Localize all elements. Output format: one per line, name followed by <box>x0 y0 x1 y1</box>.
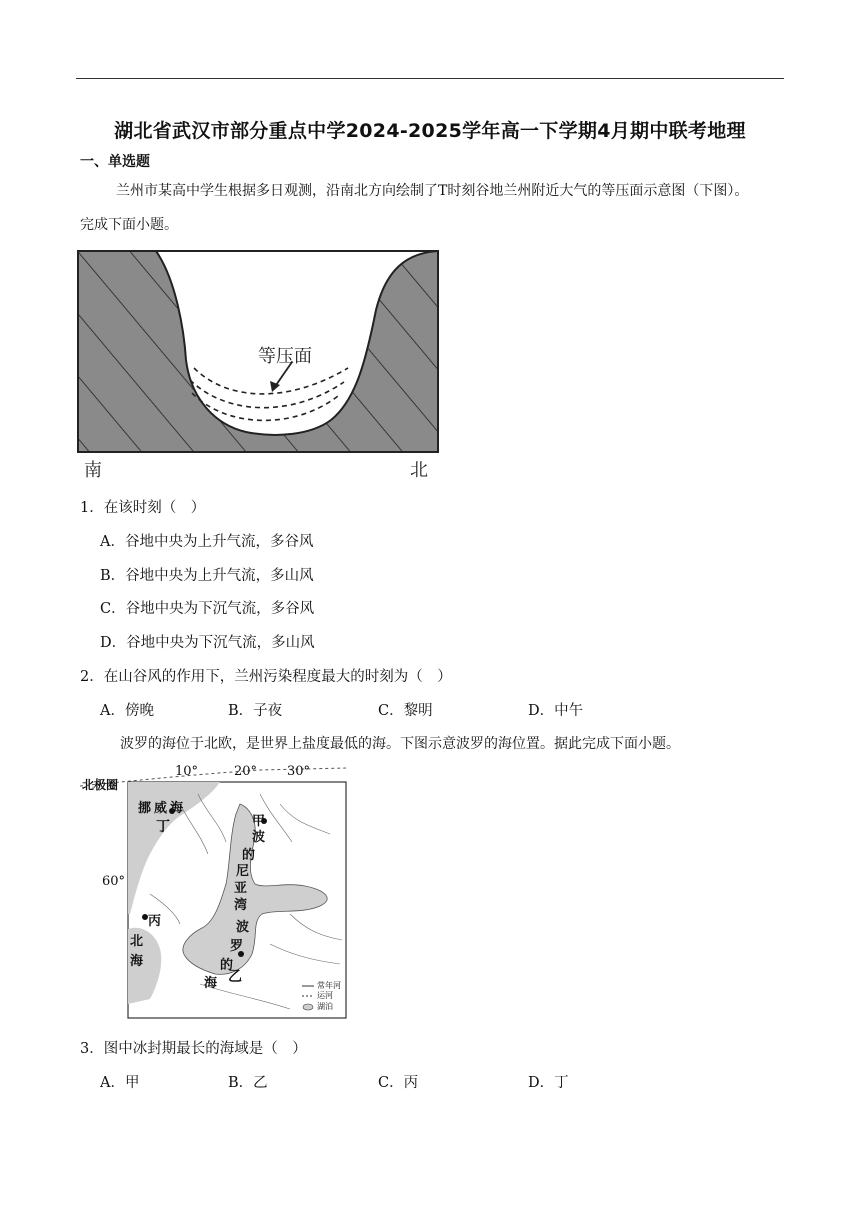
lat-60-label: 60° <box>102 874 126 889</box>
baltic-char-2: 罗 <box>230 939 244 954</box>
baltic-char-3: 的 <box>220 958 234 973</box>
q1-option-a: A．谷地中央为上升气流，多谷风 <box>100 534 314 550</box>
label-bing: 丙 <box>148 914 162 929</box>
legend-canal-label: 运河 <box>317 991 333 1000</box>
label-ding: 丁 <box>156 819 170 835</box>
header-rule <box>76 78 784 79</box>
north-sea-char-2: 海 <box>130 954 144 969</box>
section-heading: 一、单选题 <box>80 154 150 170</box>
bothnia-char-5: 湾 <box>234 898 248 913</box>
passage1-line1: 兰州市某高中学生根据多日观测，沿南北方向绘制了T时刻谷地兰州附近大气的等压面示意图（下图）。 <box>116 183 749 199</box>
norwegian-sea-char-2: 威 <box>154 801 168 816</box>
baltic-char-4: 海 <box>204 976 218 991</box>
north-sea-char-1: 北 <box>130 934 144 949</box>
q3-option-a: A．甲 <box>100 1075 140 1091</box>
q3-option-d: D．丁 <box>528 1075 569 1091</box>
question-2-stem: 2．在山谷风的作用下，兰州污染程度最大的时刻为（ ） <box>80 669 452 685</box>
passage2-line1: 波罗的海位于北欧，是世界上盐度最低的海。下图示意波罗的海位置。据此完成下面小题。 <box>120 736 680 752</box>
baltic-map-figure <box>80 764 350 1022</box>
norwegian-sea-char-3: 海 <box>170 801 184 816</box>
q1-option-d: D．谷地中央为下沉气流，多山风 <box>100 635 315 651</box>
bothnia-char-2: 的 <box>242 848 256 863</box>
label-jia: 甲 <box>252 814 266 829</box>
lon-10-label: 10° <box>175 764 199 779</box>
arctic-circle-label: 北极圈 <box>82 778 119 792</box>
norwegian-sea-char-1: 挪 <box>138 801 152 816</box>
q3-option-b: B．乙 <box>228 1075 268 1091</box>
legend-lake-symbol <box>303 1004 313 1010</box>
q2-option-c: C．黎明 <box>378 703 433 719</box>
baltic-char-1: 波 <box>236 920 250 935</box>
legend-lake-label: 湖泊 <box>317 1002 333 1011</box>
bothnia-char-1: 波 <box>252 830 266 845</box>
q1-option-b: B．谷地中央为上升气流，多山风 <box>100 568 314 584</box>
question-3-stem: 3．图中冰封期最长的海域是（ ） <box>80 1041 307 1057</box>
south-label: 南 <box>84 460 102 481</box>
bothnia-char-4: 亚 <box>234 881 248 896</box>
q2-option-d: D．中午 <box>528 703 584 719</box>
isobar-label: 等压面 <box>258 346 312 367</box>
document-title: 湖北省武汉市部分重点中学2024-2025学年高一下学期4月期中联考地理 <box>114 120 746 142</box>
question-1-stem: 1．在该时刻（ ） <box>80 500 206 516</box>
q2-option-a: A．傍晚 <box>100 703 154 719</box>
passage1-line2: 完成下面小题。 <box>80 217 178 233</box>
q1-option-c: C．谷地中央为下沉气流，多谷风 <box>100 601 315 617</box>
bothnia-char-3: 尼 <box>236 864 250 879</box>
lon-30-label: 30° <box>287 764 311 779</box>
q3-option-c: C．丙 <box>378 1075 419 1091</box>
lon-20-label: 20° <box>234 764 258 779</box>
north-label: 北 <box>410 460 428 481</box>
valley-isobar-figure <box>76 250 440 480</box>
label-yi: 乙 <box>228 969 242 985</box>
q2-option-b: B．子夜 <box>228 703 283 719</box>
legend-river-label: 常年河 <box>317 981 341 990</box>
